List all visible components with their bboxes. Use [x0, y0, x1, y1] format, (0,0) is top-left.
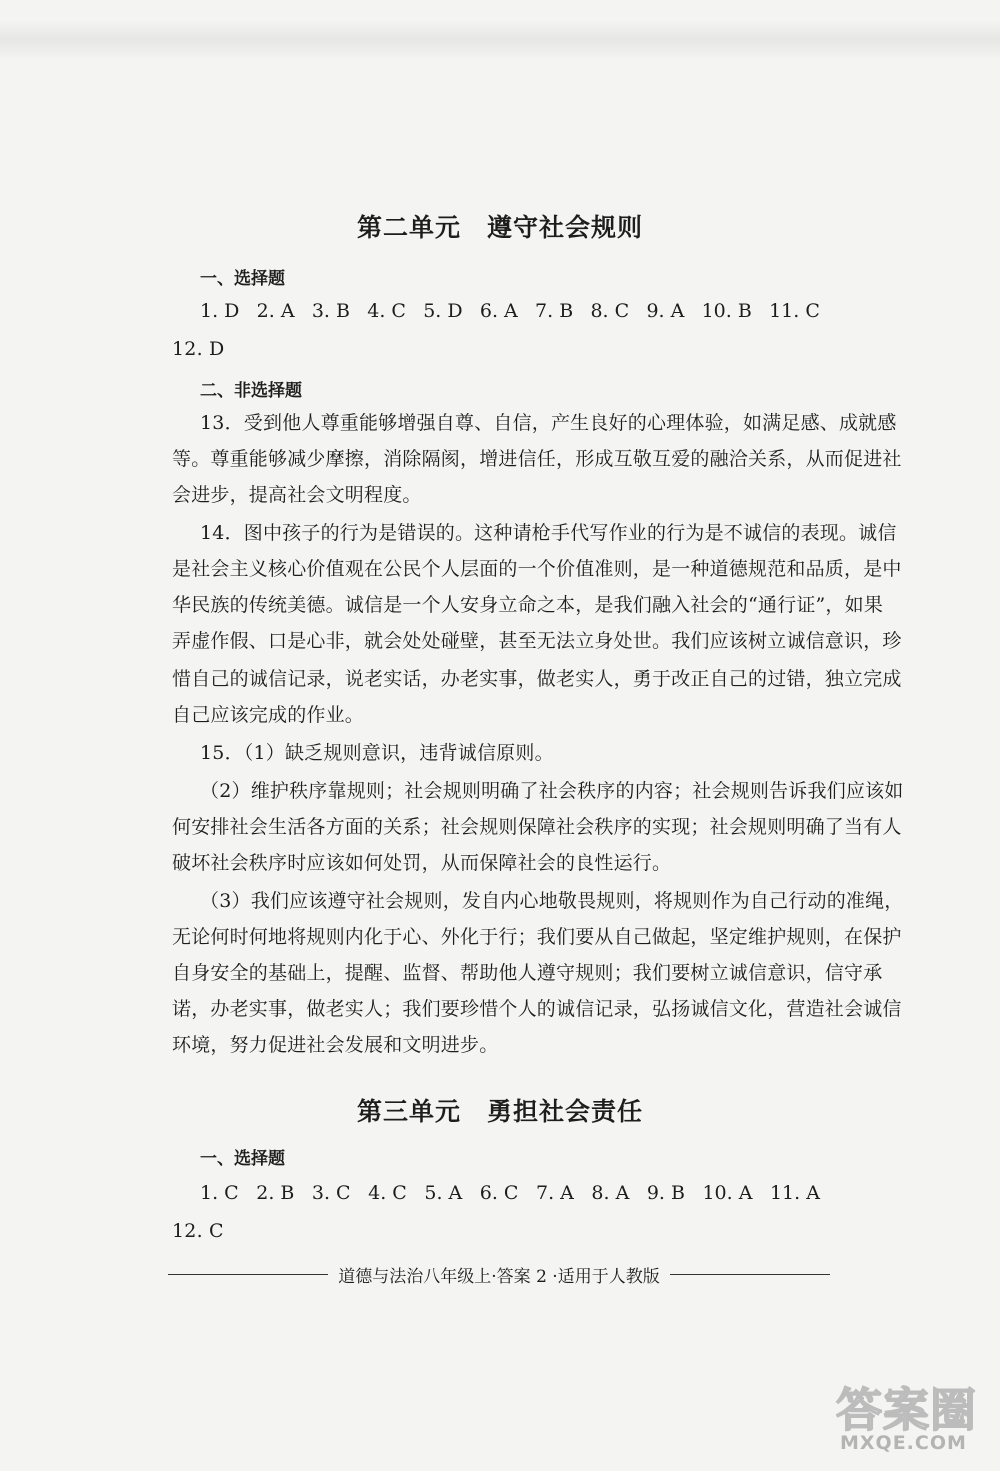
answer-item: 4. C — [368, 1182, 407, 1204]
answer-item: 10. A — [702, 1182, 753, 1204]
unit3-title: 第三单元 勇担社会责任 — [356, 1097, 643, 1126]
answer-item: 7. B — [535, 300, 574, 322]
q15-part2-line: 破坏社会秩序时应该如何处罚，从而保障社会的良性运行。 — [172, 852, 672, 874]
watermark-site: MXQE.COM — [840, 1432, 967, 1454]
q15-part3-line: （3）我们应该遵守社会规则，发自内心地敬畏规则，将规则作为自己行动的准绳， — [200, 890, 904, 912]
answer-item: 2. B — [256, 1182, 295, 1204]
unit2-mc-heading: 一、选择题 — [200, 269, 285, 289]
page-footer — [168, 1262, 830, 1287]
answer-item: 8. A — [591, 1182, 630, 1204]
q15-part3-line: 自身安全的基础上，提醒、监督、帮助他人遵守规则；我们要树立诚信意识，信守承 — [172, 962, 883, 984]
answer-item: 8. C — [590, 300, 630, 322]
answer-item: 11. C — [769, 300, 820, 322]
q13-line: 等。尊重能够减少摩擦，消除隔阂，增进信任，形成互敬互爱的融洽关系，从而促进社 — [172, 448, 902, 470]
footer-text: 道德与法治八年级上·答案 2 ·适用于人教版 — [338, 1267, 660, 1287]
answer-item: 9. A — [646, 300, 685, 322]
answer-item: 9. B — [646, 1182, 685, 1204]
watermark-logo — [836, 1374, 986, 1464]
q14-line: 是社会主义核心价值观在公民个人层面的一个价值准则，是一种道德规范和品质，是中 — [172, 558, 902, 580]
q14-line: 弄虚作假、口是心非，就会处处碰壁，甚至无法立身处世。我们应该树立诚信意识，珍 — [172, 630, 902, 652]
q14-line: 华民族的传统美德。诚信是一个人安身立命之本，是我们融入社会的“通行证”，如果 — [172, 594, 884, 616]
q14-line: 14．图中孩子的行为是错误的。这种请枪手代写作业的行为是不诚信的表现。诚信 — [200, 522, 897, 544]
scan-artifact — [0, 20, 1000, 60]
answer-item: 4. C — [367, 300, 406, 322]
unit2-non-mc-heading: 二、非选择题 — [200, 381, 302, 401]
q15-part3-line: 诺，办老实事，做老实人；我们要珍惜个人的诚信记录，弘扬诚信文化，营造社会诚信 — [172, 998, 902, 1020]
answer-item: 1. D — [200, 300, 240, 322]
answer-item: 6. A — [479, 300, 518, 322]
answer-item: 2. A — [256, 300, 295, 322]
q14-line: 自己应该完成的作业。 — [172, 704, 365, 726]
watermark-logo-text: 答案圈 — [836, 1383, 977, 1437]
q15-part3-line: 环境，努力促进社会发展和文明进步。 — [172, 1034, 499, 1056]
unit3-mc-answers — [200, 1182, 820, 1204]
answer-item: 1. C — [200, 1182, 239, 1204]
q13-line: 会进步，提高社会文明程度。 — [172, 484, 422, 506]
q15-part2-line: 何安排社会生活各方面的关系；社会规则保障社会秩序的实现；社会规则明确了当有人 — [172, 816, 902, 838]
answer-item: 6. C — [479, 1182, 519, 1204]
unit2-title: 第二单元 遵守社会规则 — [356, 213, 643, 242]
unit2-mc-answers — [200, 300, 820, 322]
answer-item: 11. A — [769, 1182, 820, 1204]
unit3-mc-heading: 一、选择题 — [200, 1149, 285, 1169]
answer-item: 5. D — [423, 300, 463, 322]
q13-line: 13．受到他人尊重能够增强自尊、自信，产生良好的心理体验，如满足感、成就感 — [200, 412, 897, 434]
footer-rule-left — [168, 1274, 328, 1275]
q15-part1: 15．（1）缺乏规则意识，违背诚信原则。 — [200, 742, 554, 764]
answer-item: 3. C — [311, 1182, 351, 1204]
answer-item: 7. A — [536, 1182, 574, 1204]
q14-line: 惜自己的诚信记录，说老实话，办老实事，做老实人，勇于改正自己的过错，独立完成 — [172, 668, 902, 690]
footer-rule-right — [670, 1274, 830, 1275]
answer-item: 5. A — [424, 1182, 463, 1204]
answer-item: 3. B — [311, 300, 350, 322]
q15-part3-line: 无论何时何地将规则内化于心、外化于行；我们要从自己做起，坚定维护规则，在保护 — [172, 926, 902, 948]
q15-part2-line: （2）维护秩序靠规则；社会规则明确了社会秩序的内容；社会规则告诉我们应该如 — [200, 780, 904, 802]
answer-item: 10. B — [701, 300, 752, 322]
unit3-mc-last: 12. C — [172, 1220, 224, 1242]
unit2-mc-last: 12. D — [172, 338, 225, 360]
